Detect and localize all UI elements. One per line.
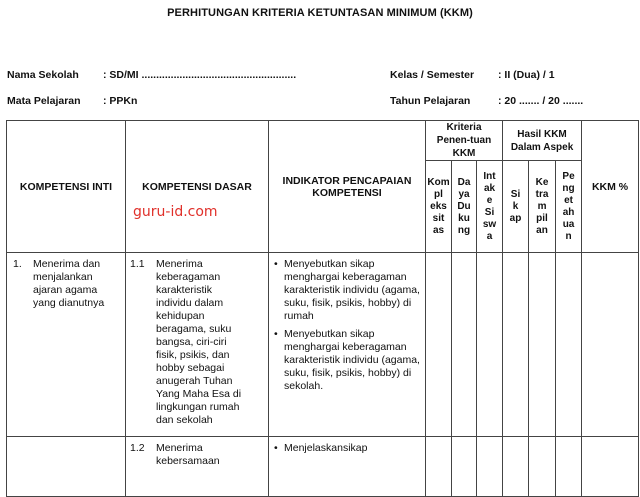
header-keterampilan: Ke tra m pil an	[529, 161, 556, 253]
score-pengetahuan[interactable]	[556, 253, 582, 437]
header-daya-dukung: Da ya Du ku ng	[452, 161, 477, 253]
score-intake[interactable]	[477, 253, 503, 437]
header-intake-siswa: Int ak e Si sw a	[477, 161, 503, 253]
bullet-icon: •	[274, 442, 278, 454]
score-kkm-percent[interactable]	[582, 253, 639, 437]
score-sikap[interactable]	[503, 437, 529, 497]
school-label: Nama Sekolah	[7, 69, 79, 81]
kkm-table	[6, 120, 639, 497]
kd-cell	[126, 437, 269, 497]
header-kompetensi-inti: KOMPETENSI INTI	[7, 121, 126, 253]
header-hasil: Hasil KKM Dalam Aspek	[503, 121, 582, 161]
indicator-item: • Menyebutkan sikap menghargai keberagaman karakteristik individu (agama, suku, fisik, psikis, hobby) di sekolah.	[274, 328, 420, 392]
page-title: PERHITUNGAN KRITERIA KETUNTASAN MINIMUM (KKM)	[167, 7, 473, 19]
header-sikap: Si k ap	[503, 161, 529, 253]
watermark: guru-id.com	[133, 204, 218, 220]
kd-cell	[126, 253, 269, 437]
kd-text: Menerima keberagaman karakteristik individu dalam kehidupan beragama, suku bangsa, ciri-ciri fisik, psikis, dan hobby sebagai anugerah Tuhan Yang Maha Esa di lingkungan rumah dan sekolah	[156, 258, 242, 426]
header-kkm-percent: KKM %	[582, 121, 639, 253]
bullet-icon: •	[274, 258, 278, 270]
bullet-icon: •	[274, 328, 278, 340]
ki-text: Menerima dan menjalankan ajaran agama yang dianutnya	[33, 258, 105, 309]
ki-cell	[7, 437, 126, 497]
year-label: Tahun Pelajaran	[390, 95, 471, 107]
kd-text: Menerima kebersamaan	[156, 442, 220, 467]
score-intake[interactable]	[477, 437, 503, 497]
header-kriteria: Kriteria Penen-tuan KKM	[426, 121, 503, 161]
score-keterampilan[interactable]	[529, 253, 556, 437]
header-row-top	[7, 121, 639, 161]
score-pengetahuan[interactable]	[556, 437, 582, 497]
ki-number: 1.	[13, 258, 22, 270]
kd-number: 1.2	[130, 442, 145, 454]
score-kkm-percent[interactable]	[582, 437, 639, 497]
subject-label: Mata Pelajaran	[7, 95, 81, 107]
header-kompetensi-dasar: KOMPETENSI DASAR	[126, 121, 269, 253]
score-kompleksitas[interactable]	[426, 253, 452, 437]
school-value: : SD/MI .....................................................	[103, 69, 297, 81]
class-label: Kelas / Semester	[390, 69, 475, 81]
indicator-item: • Menyebutkan sikap menghargai keberagaman karakteristik individu (agama, suku, fisik, psikis, hobby) di rumah	[274, 258, 420, 322]
indicator-cell	[269, 437, 426, 497]
ki-cell	[7, 253, 126, 437]
score-sikap[interactable]	[503, 253, 529, 437]
header-pengetahuan: Pe ng et ah ua n	[556, 161, 582, 253]
header-indikator: INDIKATOR PENCAPAIAN KOMPETENSI	[269, 121, 426, 253]
indicator-cell	[269, 253, 426, 437]
score-keterampilan[interactable]	[529, 437, 556, 497]
year-value: : 20 ....... / 20 .......	[498, 95, 584, 107]
score-daya-dukung[interactable]	[452, 437, 477, 497]
indicator-item: • Menjelaskansikap	[274, 442, 368, 454]
header-kompleksitas: Kom pl eks sit as	[426, 161, 452, 253]
subject-value: : PPKn	[103, 95, 138, 107]
table-row	[7, 437, 639, 497]
score-daya-dukung[interactable]	[452, 253, 477, 437]
table-row	[7, 253, 639, 437]
score-kompleksitas[interactable]	[426, 437, 452, 497]
kd-number: 1.1	[130, 258, 145, 270]
class-value: : II (Dua) / 1	[498, 69, 555, 81]
